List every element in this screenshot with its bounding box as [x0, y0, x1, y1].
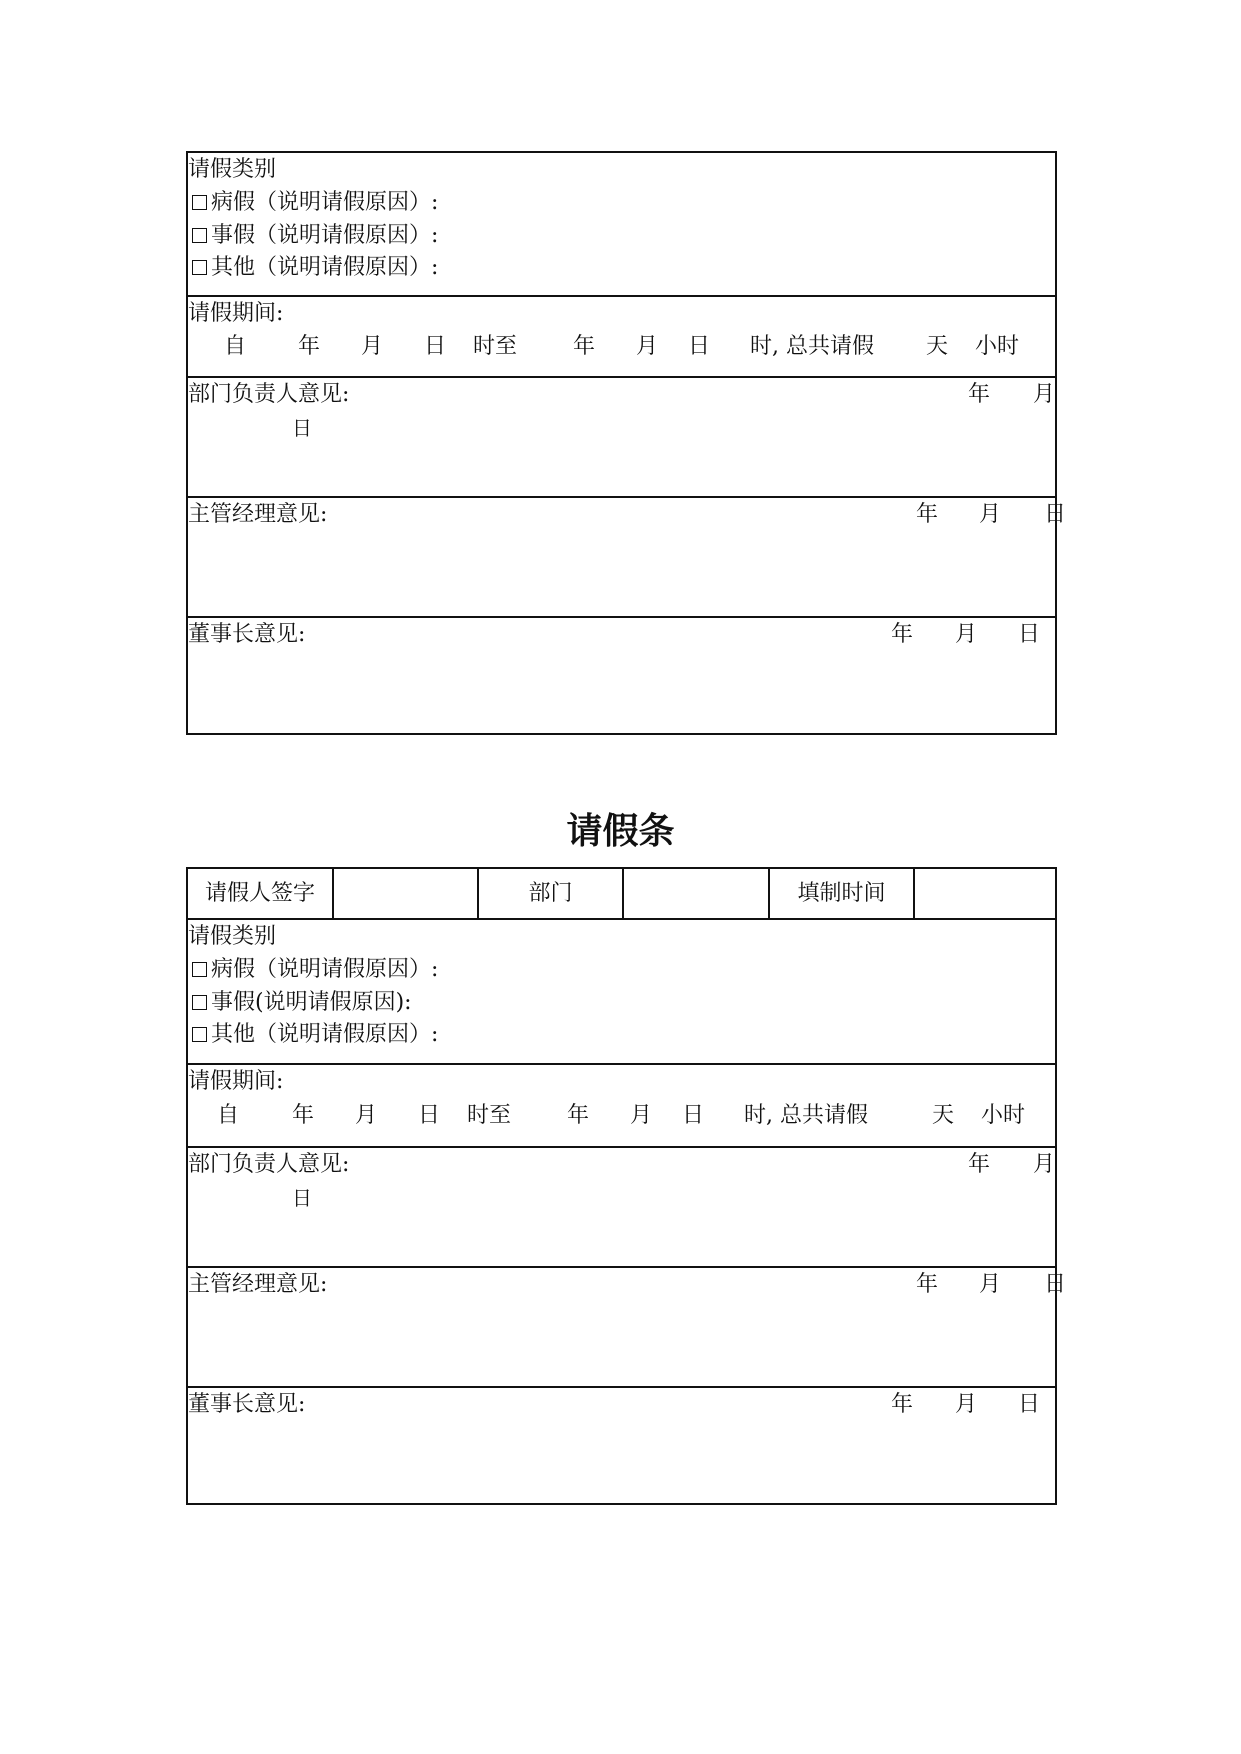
chairman-year: 年: [891, 1392, 914, 1417]
period-start-year: 年: [292, 1103, 315, 1128]
chairman-opinion-label: 董事长意见:: [188, 1392, 306, 1417]
leave-category-section: [188, 920, 1055, 1065]
leave-category-section: [188, 153, 1055, 297]
signer-field[interactable]: [334, 869, 479, 918]
leave-form: [186, 867, 1067, 1505]
other-leave-option[interactable]: [192, 255, 438, 281]
manager-day: 日: [1044, 502, 1067, 527]
period-hours: 小时: [975, 334, 1020, 359]
dept-field[interactable]: [624, 869, 770, 918]
manager-opinion-section: [188, 1268, 1067, 1388]
manager-year: 年: [916, 1272, 939, 1297]
checkbox-icon[interactable]: [192, 260, 207, 275]
manager-day: 日: [1044, 1272, 1067, 1297]
other-leave-label: 其他（说明请假原因）:: [211, 255, 439, 280]
dept-head-day: 日: [292, 416, 312, 440]
leave-category-label: 请假类别: [188, 157, 277, 182]
personal-leave-option[interactable]: [192, 223, 438, 249]
dept-head-year: 年: [968, 1152, 991, 1177]
chairman-opinion-section: [188, 1388, 1055, 1505]
checkbox-icon[interactable]: [192, 1027, 207, 1042]
sick-leave-label: 病假（说明请假原因）:: [211, 957, 439, 982]
checkbox-icon[interactable]: [192, 962, 207, 977]
manager-month: 月: [979, 1272, 1002, 1297]
fill-date-field[interactable]: [915, 869, 1055, 918]
manager-opinion-label: 主管经理意见:: [188, 1272, 328, 1297]
period-days: 天: [926, 334, 949, 359]
period-days: 天: [932, 1103, 955, 1128]
personal-leave-option[interactable]: [192, 990, 412, 1016]
leave-period-section: [188, 297, 1055, 378]
period-hours: 小时: [981, 1103, 1026, 1128]
period-to: 时至: [473, 334, 518, 359]
period-to: 时至: [467, 1103, 512, 1128]
manager-opinion-label: 主管经理意见:: [188, 502, 328, 527]
manager-year: 年: [916, 502, 939, 527]
dept-head-month: 月: [1033, 1152, 1056, 1177]
dept-head-opinion-section: [188, 1148, 1055, 1268]
period-start-day: 日: [418, 1103, 441, 1128]
period-start-month: 月: [355, 1103, 378, 1128]
chairman-opinion-section: [188, 618, 1055, 735]
period-end-year: 年: [567, 1103, 590, 1128]
other-leave-label: 其他（说明请假原因）:: [211, 1022, 439, 1047]
dept-head-year: 年: [968, 382, 991, 407]
personal-leave-label: 事假（说明请假原因）:: [211, 223, 439, 248]
leave-category-label: 请假类别: [188, 924, 277, 949]
chairman-month: 月: [955, 622, 978, 647]
dept-head-month: 月: [1033, 382, 1056, 407]
dept-label: 部门: [479, 869, 624, 918]
period-end-day: 日: [682, 1103, 705, 1128]
period-end-year: 年: [573, 334, 596, 359]
checkbox-icon[interactable]: [192, 228, 207, 243]
sick-leave-label: 病假（说明请假原因）:: [211, 190, 439, 215]
period-total: 时, 总共请假: [744, 1103, 868, 1128]
chairman-day: 日: [1018, 622, 1041, 647]
dept-head-opinion-label: 部门负责人意见:: [188, 382, 350, 407]
chairman-day: 日: [1018, 1392, 1041, 1417]
leave-period-label: 请假期间:: [188, 301, 284, 326]
dept-head-day: 日: [292, 1186, 312, 1210]
personal-leave-label: 事假(说明请假原因):: [211, 990, 412, 1015]
period-total: 时, 总共请假: [750, 334, 874, 359]
leave-form-upper: [186, 151, 1067, 735]
sick-leave-option[interactable]: [192, 190, 438, 216]
dept-head-opinion-section: [188, 378, 1055, 498]
period-end-day: 日: [688, 334, 711, 359]
chairman-month: 月: [955, 1392, 978, 1417]
chairman-year: 年: [891, 622, 914, 647]
period-start-day: 日: [424, 334, 447, 359]
chairman-opinion-label: 董事长意见:: [188, 622, 306, 647]
form-title: 请假条: [566, 811, 675, 852]
period-start-year: 年: [298, 334, 321, 359]
period-from: 自: [217, 1103, 240, 1128]
checkbox-icon[interactable]: [192, 195, 207, 210]
dept-head-opinion-label: 部门负责人意见:: [188, 1152, 350, 1177]
signer-label: 请假人签字: [188, 869, 334, 918]
period-end-month: 月: [630, 1103, 653, 1128]
period-end-month: 月: [636, 334, 659, 359]
checkbox-icon[interactable]: [192, 995, 207, 1010]
period-from: 自: [224, 334, 247, 359]
manager-month: 月: [979, 502, 1002, 527]
manager-opinion-section: [188, 498, 1067, 618]
fill-date-label: 填制时间: [770, 869, 915, 918]
leave-period-label: 请假期间:: [188, 1069, 284, 1094]
other-leave-option[interactable]: [192, 1022, 438, 1048]
period-start-month: 月: [361, 334, 384, 359]
sick-leave-option[interactable]: [192, 957, 438, 983]
leave-period-section: [188, 1065, 1055, 1148]
header-row: [188, 869, 1055, 920]
